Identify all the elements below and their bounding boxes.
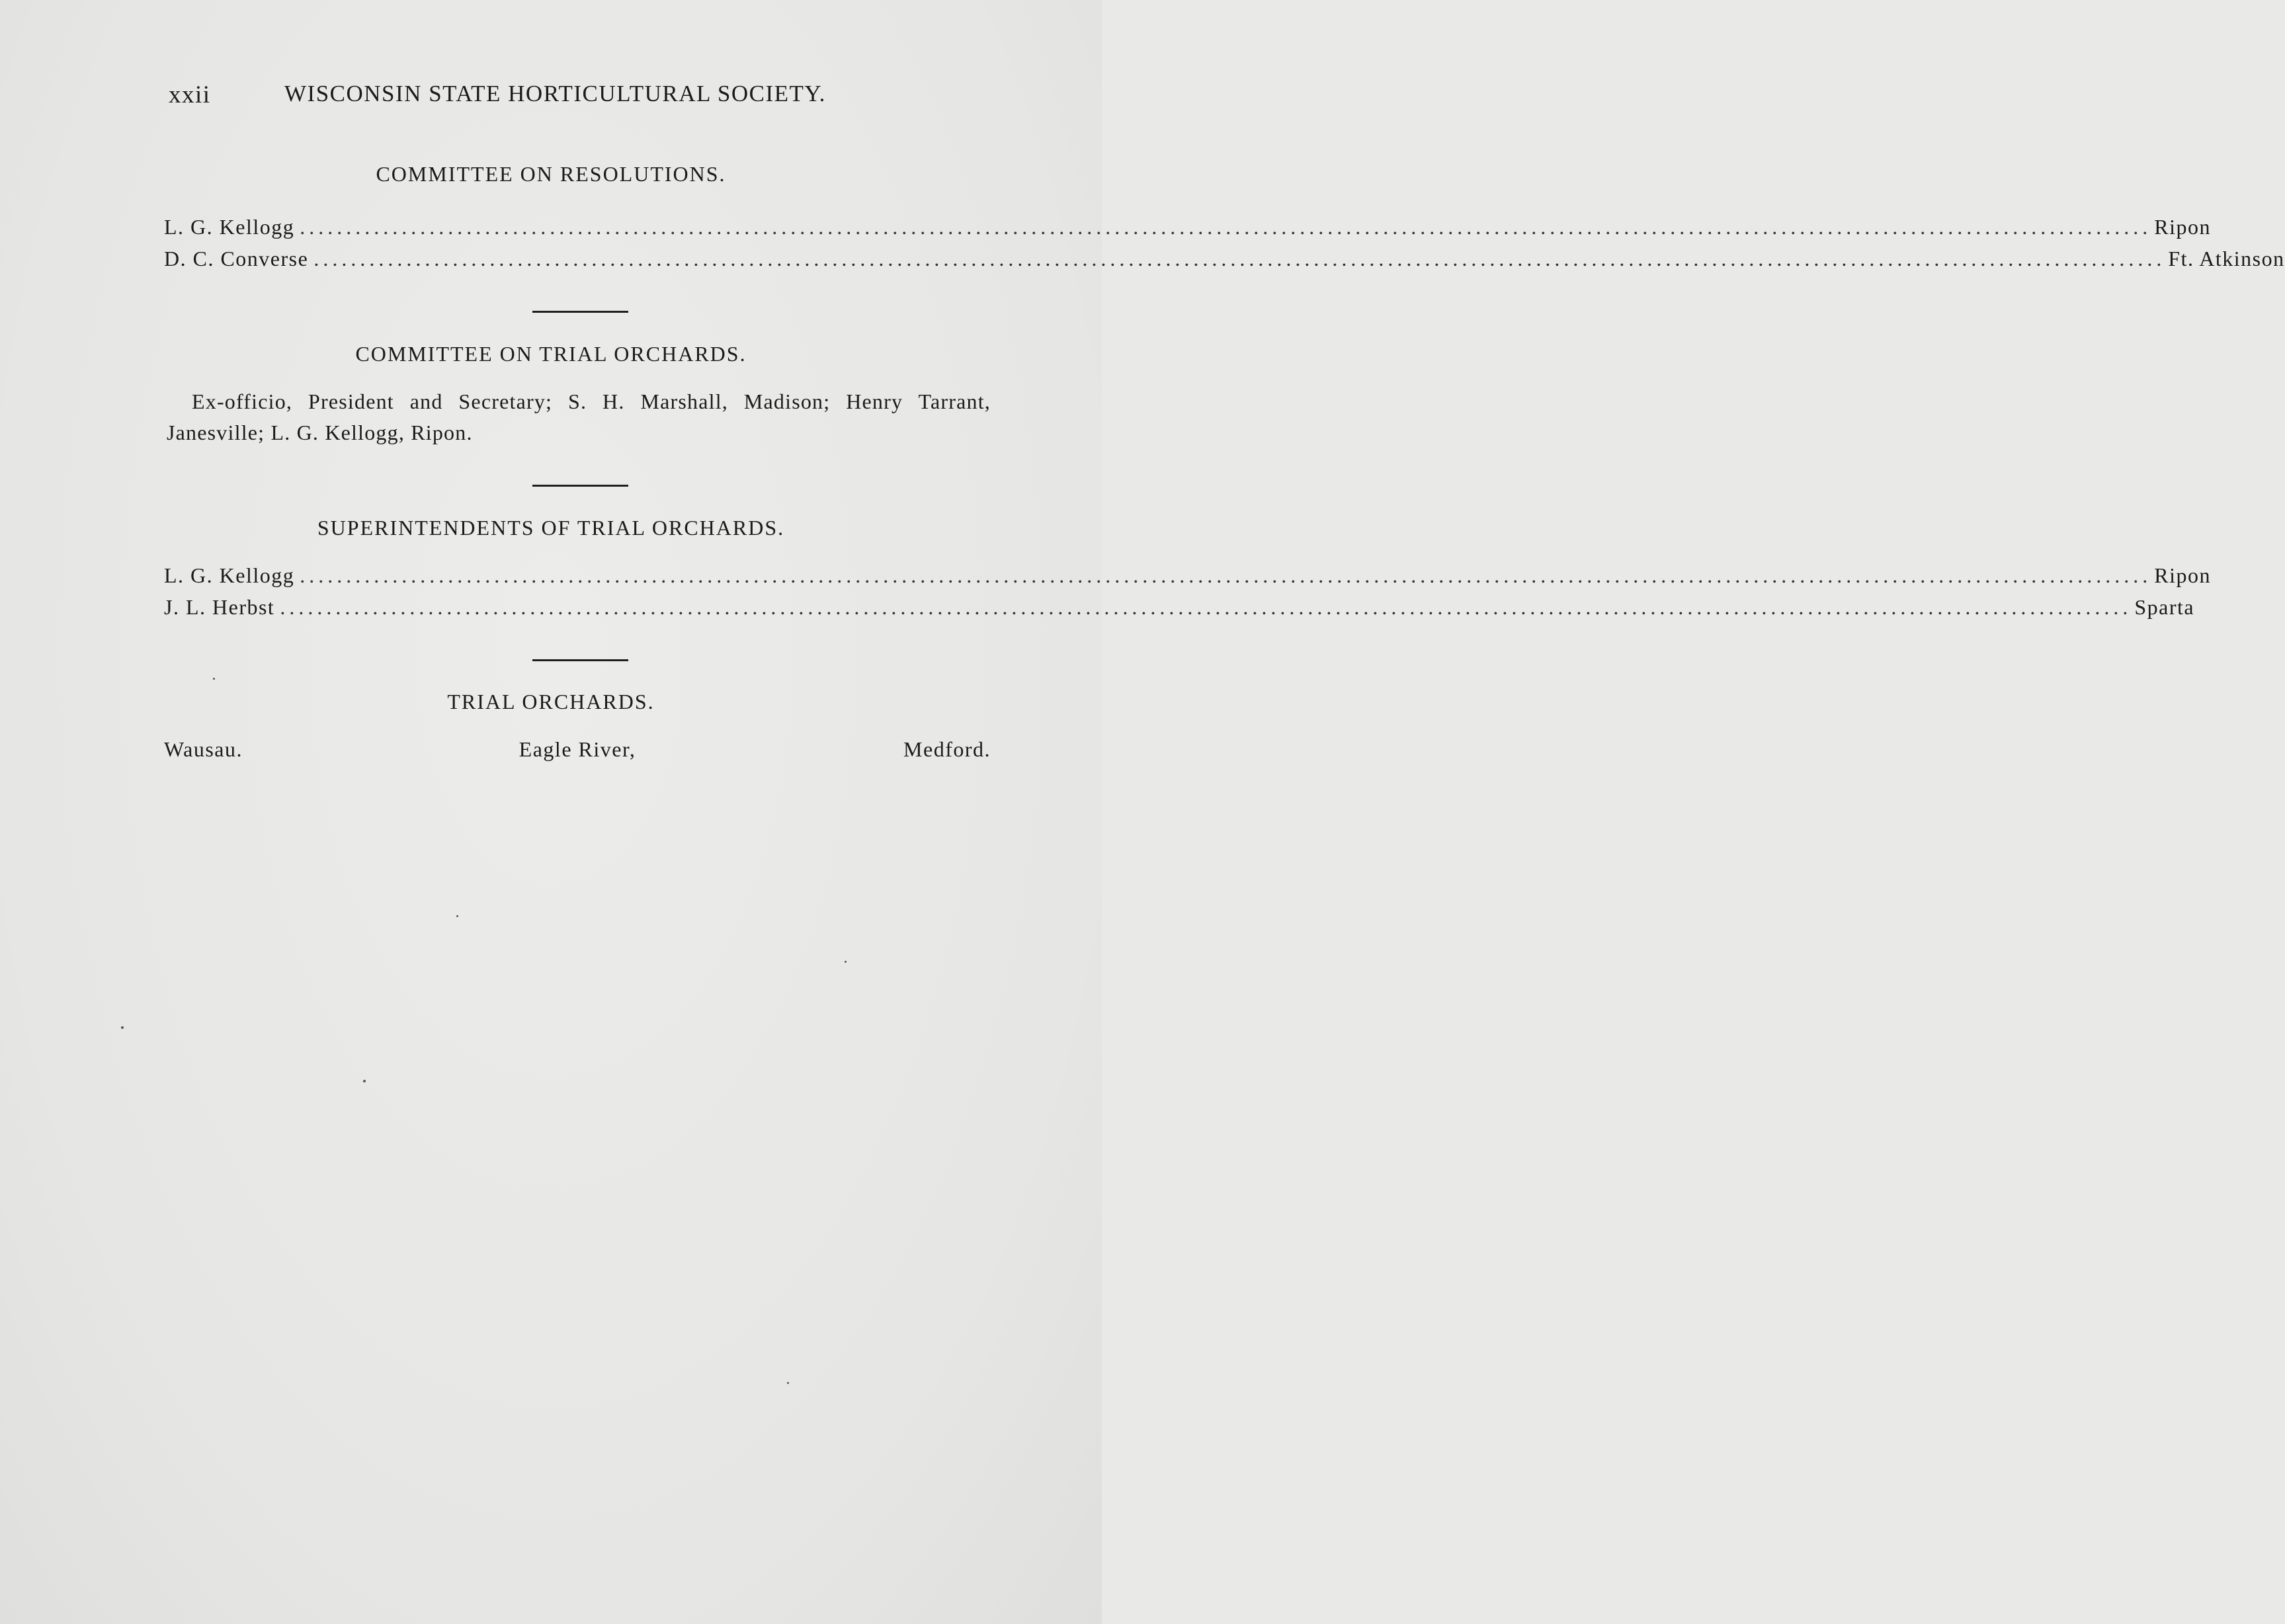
page-header bbox=[169, 81, 899, 114]
resolutions-entry bbox=[164, 215, 2211, 243]
dot-leader: ........................................................................................................................................................................................................ bbox=[300, 563, 2152, 587]
dot-leader: ........................................................................................................................................................................................................ bbox=[300, 215, 2152, 239]
member-place: Ripon bbox=[2154, 215, 2211, 239]
superintendent-entry bbox=[164, 595, 2195, 623]
trial-committee-heading: COMMITTEE ON TRIAL ORCHARDS. bbox=[355, 342, 747, 366]
orchard-location: Medford. bbox=[903, 737, 991, 761]
superintendent-entry bbox=[164, 563, 2211, 591]
member-place: Ripon bbox=[2154, 563, 2211, 587]
member-name: L. G. Kellogg bbox=[164, 563, 295, 587]
member-place: Sparta bbox=[2134, 595, 2195, 619]
paper-speck bbox=[845, 961, 847, 963]
dot-leader: ........................................................................................................................................................................................................ bbox=[280, 595, 2132, 619]
paper-speck bbox=[213, 678, 215, 680]
superintendents-heading: SUPERINTENDENTS OF TRIAL ORCHARDS. bbox=[317, 516, 785, 540]
trial-orchards-list bbox=[164, 737, 991, 765]
page-number: xxii bbox=[169, 81, 211, 108]
resolutions-heading: COMMITTEE ON RESOLUTIONS. bbox=[376, 162, 726, 186]
member-name: J. L. Herbst bbox=[164, 595, 275, 619]
trial-committee-text: Ex-officio, President and Secretary; S. H. Marshall, Madison; Henry Tarrant, Janesville; L. G. Kellogg, Ripon. bbox=[167, 389, 991, 444]
paper-speck bbox=[787, 1382, 789, 1384]
member-place: Ft. Atkinson bbox=[2168, 247, 2285, 270]
section-divider bbox=[532, 485, 628, 487]
section-divider bbox=[532, 311, 628, 313]
paper-speck bbox=[363, 1080, 366, 1082]
trial-orchards-heading: TRIAL ORCHARDS. bbox=[447, 690, 655, 713]
paper-speck bbox=[456, 915, 458, 917]
section-divider bbox=[532, 659, 628, 661]
resolutions-entry bbox=[164, 247, 2285, 274]
paper-speck bbox=[121, 1026, 124, 1029]
orchard-location: Wausau. bbox=[164, 737, 243, 761]
member-name: D. C. Converse bbox=[164, 247, 309, 270]
dot-leader: ........................................................................................................................................................................................................ bbox=[313, 247, 2166, 270]
running-title: WISCONSIN STATE HORTICULTURAL SOCIETY. bbox=[284, 81, 826, 106]
orchard-location: Eagle River, bbox=[519, 737, 636, 761]
member-name: L. G. Kellogg bbox=[164, 215, 295, 239]
